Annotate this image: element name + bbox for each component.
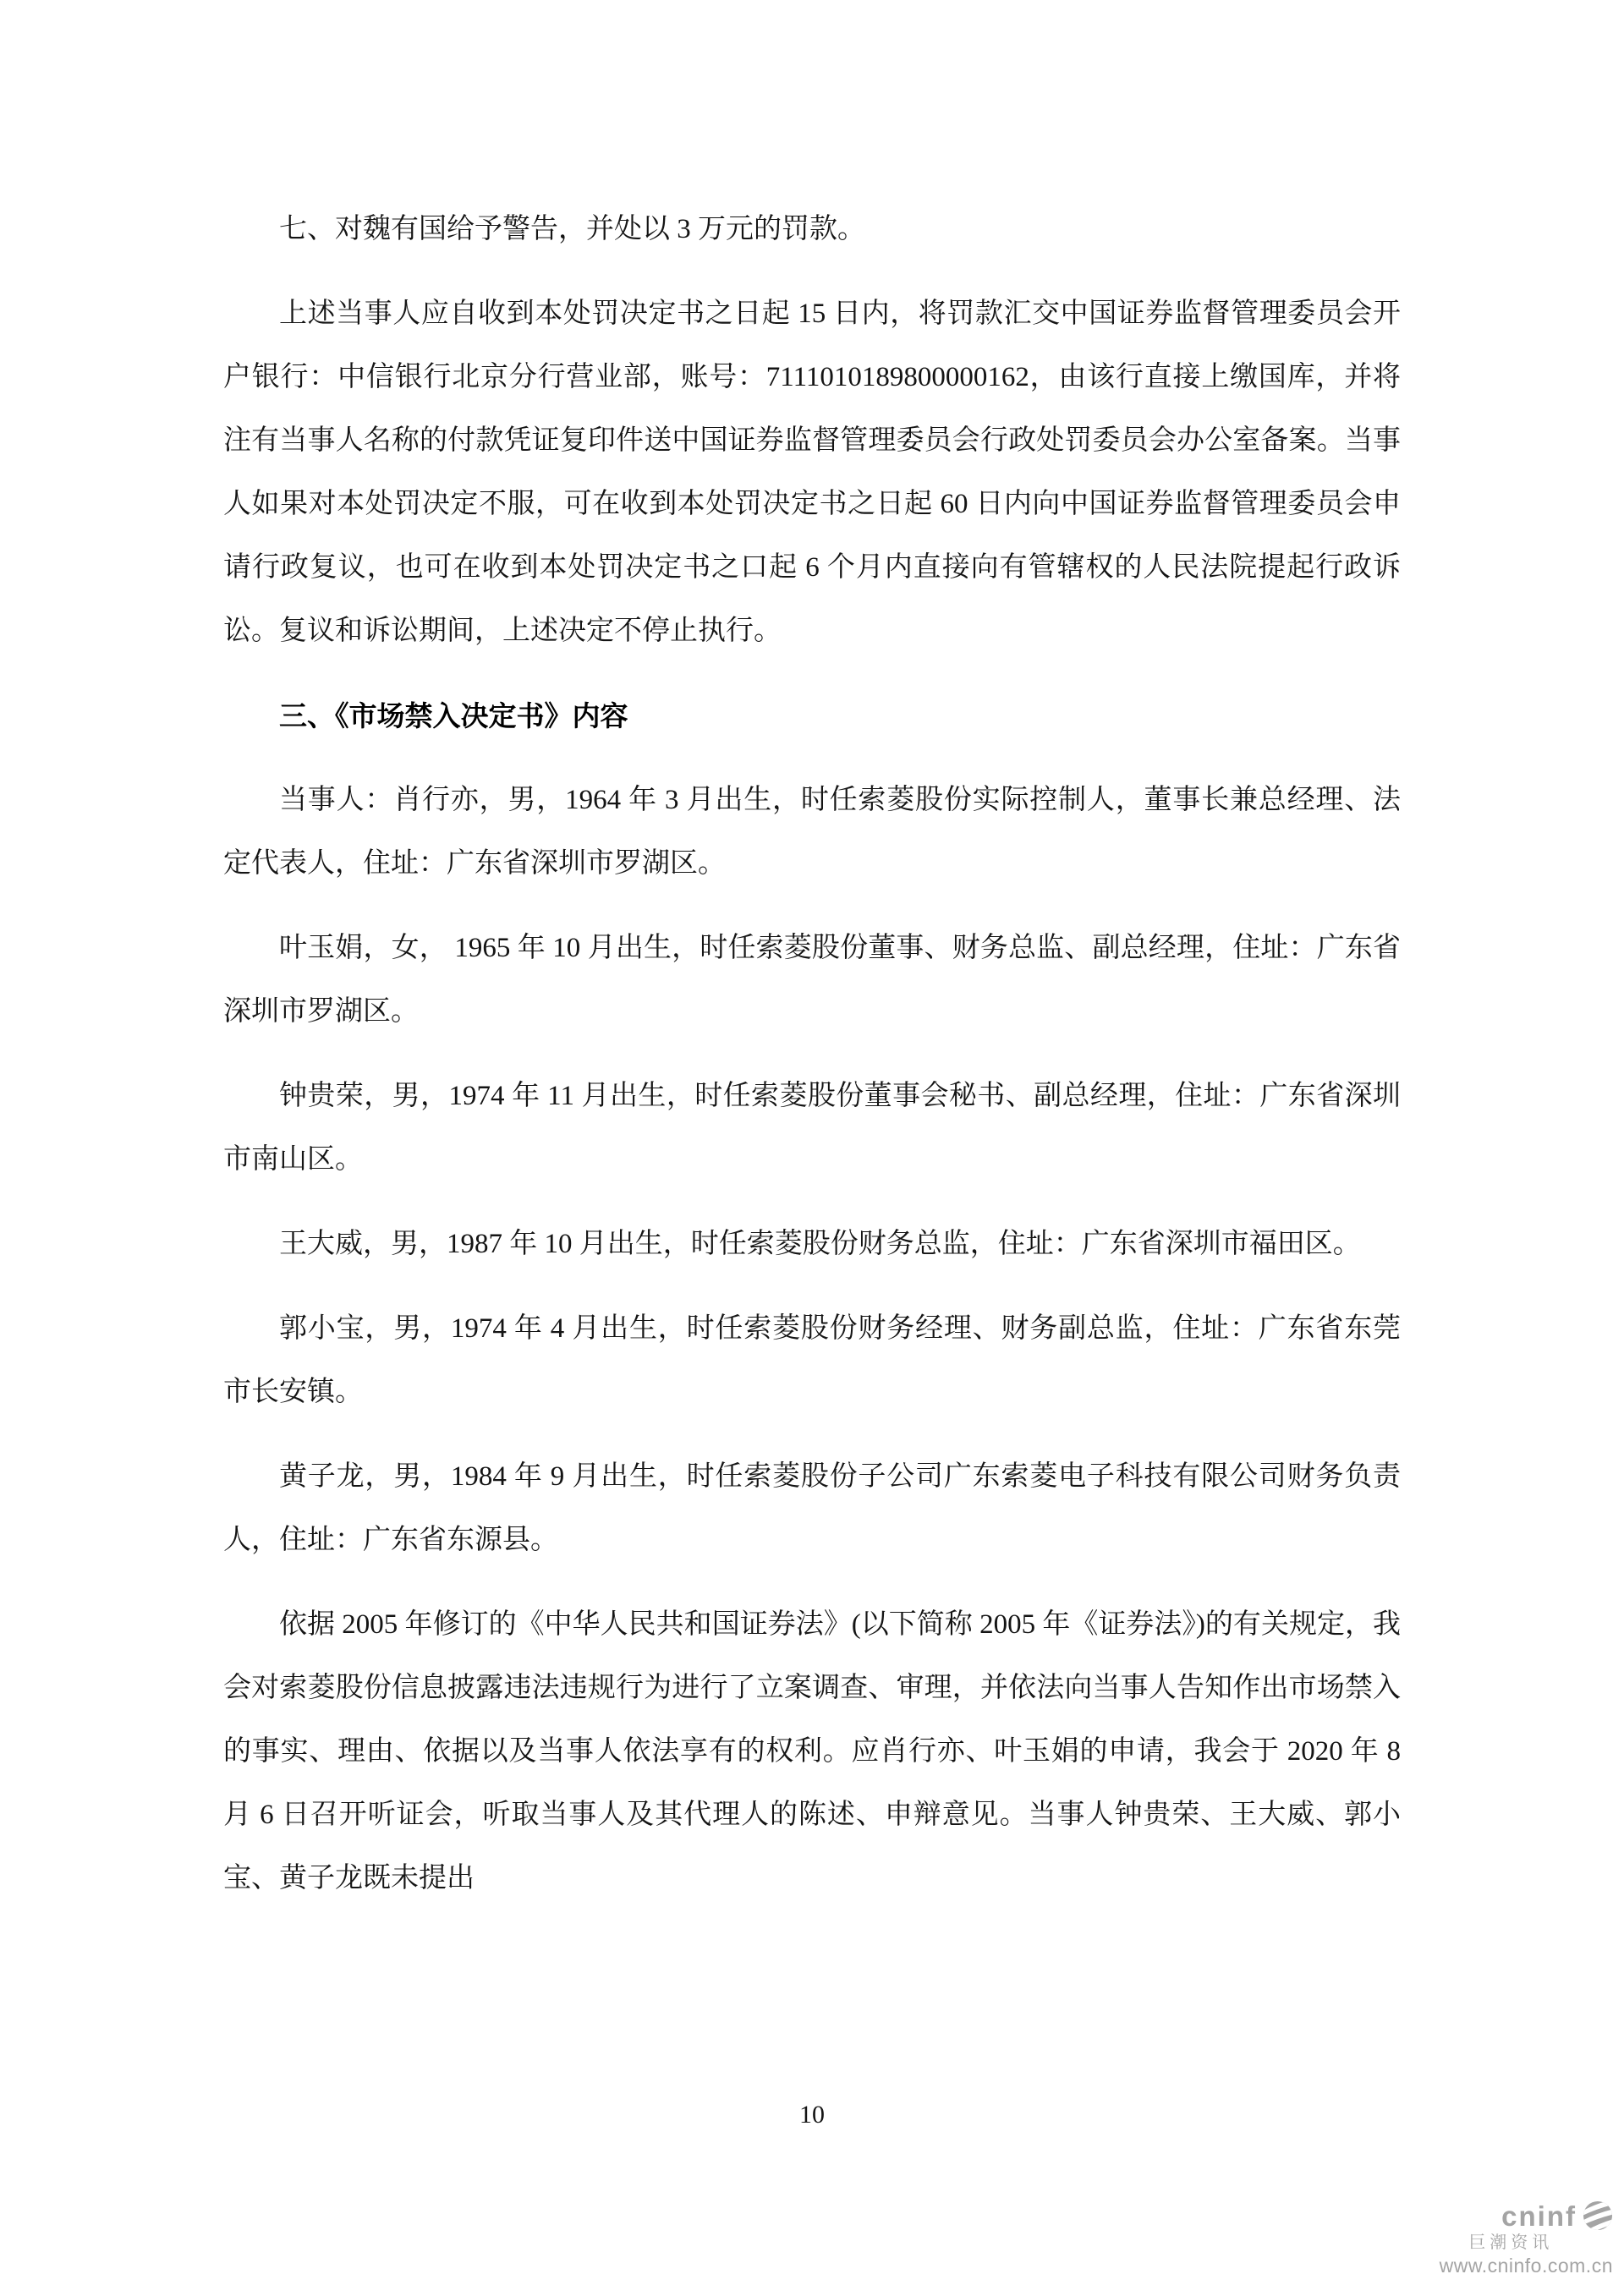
cninfo-wordmark: cninf (1501, 2200, 1577, 2232)
body-paragraph-payment-instructions: 上述当事人应自收到本处罚决定书之日起 15 日内，将罚款汇交中国证券监督管理委员会开户银行：中信银行北京分行营业部，账号：7111010189800000162，由该行直接上缴国库，并将注有当事人名称的付款凭证复印件送中国证券监督管理委员会行政处罚委员会办公室备案。当事人如果对本处罚决定不服，可在收到本处罚决定书之日起 60 日内向中国证券监督管理委员会申请行政复议，也可在收到本处罚决定书之口起 6 个月内直接向有管辖权的人民法院提起行政诉讼。复议和诉讼期间，上述决定不停止执行。 (223, 299, 1401, 646)
body-paragraph-party-yeyujuan: 叶玉娟，女， 1965 年 10 月出生，时任索菱股份董事、财务总监、副总经理，住址：广东省深圳市罗湖区。 (223, 933, 1401, 1027)
body-paragraph-investigation-hearing: 依据 2005 年修订的《中华人民共和国证券法》(以下简称 2005 年《证券法》)的有关规定，我会对索菱股份信息披露违法违规行为进行了立案调查、审理，并依法向当事人告知作出市场禁入的事实、理由、依据以及当事人依法享有的权利。应肖行亦、叶玉娟的申请，我会于 2020 年 8 月 6 日召开听证会，听取当事人及其代理人的陈述、申辩意见。当事人钟贵荣、王大威、郭小宝、黄子龙既未提出 (223, 1609, 1401, 1893)
document-body (223, 198, 1401, 1932)
cninfo-url: www.cninfo.com.cn (1439, 2255, 1613, 2277)
body-paragraph-party-wangdawei: 王大威，男，1987 年 10 月出生，时任索菱股份财务总监，住址：广东省深圳市福田区。 (279, 1229, 1361, 1259)
body-paragraph-party-zhongguirong: 钟贵荣，男，1974 年 11 月出生，时任索菱股份董事会秘书、副总经理，住址：广东省深圳市南山区。 (223, 1081, 1401, 1175)
body-paragraph-party-guoxiaobao: 郭小宝，男，1974 年 4 月出生，时任索菱股份财务经理、财务副总监，住址：广东省东莞市长安镇。 (223, 1313, 1401, 1407)
cninfo-chinese-name: 巨潮资讯 (1468, 2233, 1554, 2252)
page-number: 10 (799, 2101, 825, 2129)
body-paragraph-party-huangzilong: 黄子龙，男，1984 年 9 月出生，时任索菱股份子公司广东索菱电子科技有限公司财务负责人，住址：广东省东源县。 (223, 1461, 1401, 1555)
body-paragraph-party-xiaoxingyi: 当事人：肖行亦，男，1964 年 3 月出生，时任索菱股份实际控制人，董事长兼总经理、法定代表人，住址：广东省深圳市罗湖区。 (223, 785, 1401, 879)
section-heading-market-ban-decision: 三、《市场禁入决定书》内容 (279, 700, 628, 732)
cninfo-globe-icon (1583, 2200, 1613, 2231)
body-paragraph-penalty-weiyouguo: 七、对魏有国给予警告，并处以 3 万元的罚款。 (279, 214, 865, 244)
cninfo-logo (1440, 2200, 1613, 2276)
cninfo-brand-row (1440, 2200, 1613, 2231)
